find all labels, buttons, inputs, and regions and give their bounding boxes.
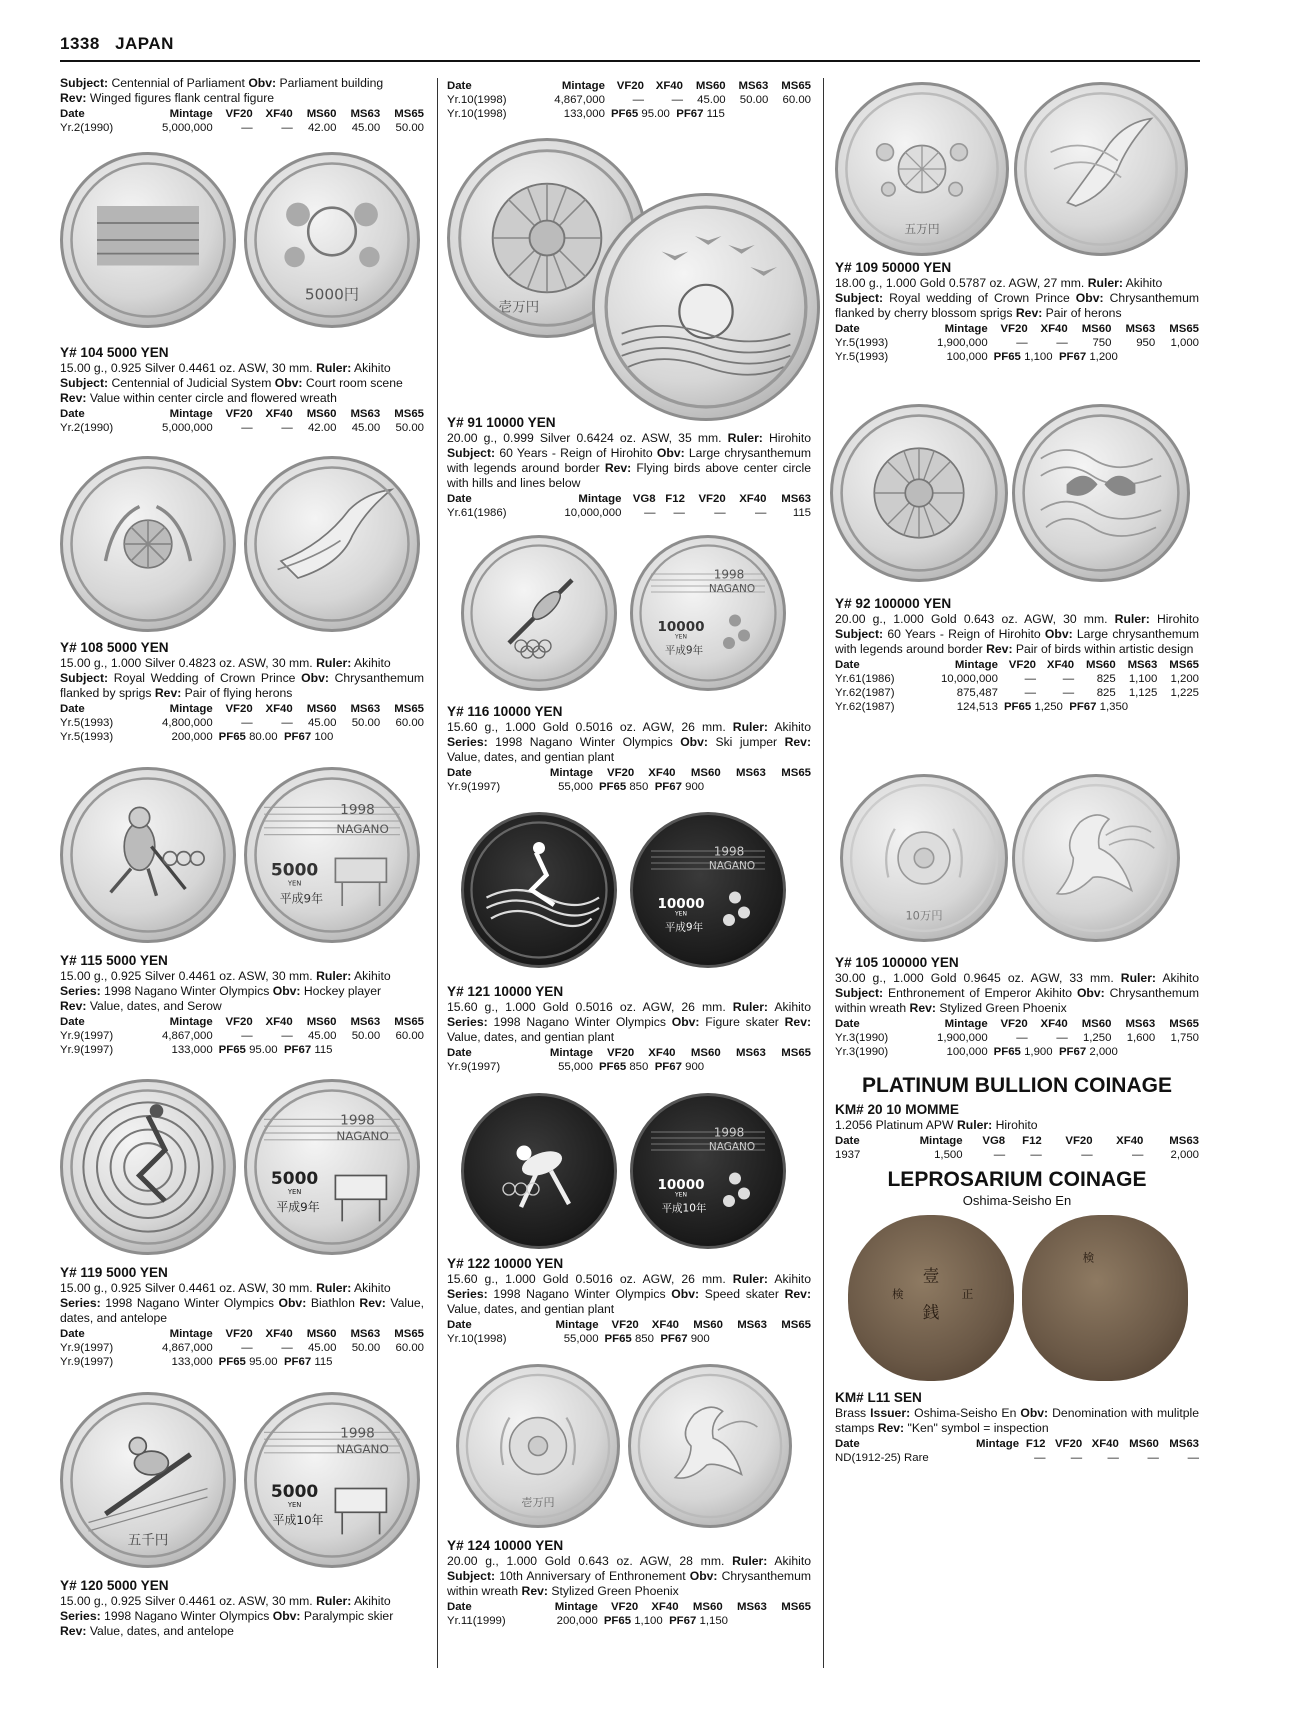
- stamp-text: 検: [891, 1287, 904, 1301]
- mintage-table: Date Mintage VG8 F12 VF20 XF40 MS63 1937 1,500 — — — — 2,000: [835, 1135, 1199, 1161]
- coin-y104-reverse: [244, 152, 420, 328]
- entry-y108: Y# 108 5000 YEN 15.00 g., 1.000 Silver 0.4823 oz. ASW, 30 mm. Ruler: Akihito Subject: Royal Wedding of Crown Prince Obv: Chrysanthemum flanked by sprigs Rev: Pair of flying herons Date Mintage VF20 XF40 MS60 MS63 MS65 Yr.5(1993) 4,800,000 — — 45.00 50.00 60.00 Yr.5(1993) 200,000 PF65 80.00 PF67 100: [60, 640, 425, 743]
- mintage-table: Date Mintage VF20 XF40 MS60 MS63 MS65 Yr.9(1997) 55,000 PF65 850 PF67 900: [447, 767, 811, 793]
- coin-nagano-text: NAGANO: [336, 1441, 389, 1456]
- mintage-table: Date Mintage VF20 XF40 MS60 MS63 MS65 Yr.9(1997) 4,867,000 — — 45.00 50.00 60.00 Yr.9(1997) 133,000 PF65 95.00 PF67 115: [60, 1016, 424, 1056]
- coin-value-text: 10000: [657, 1177, 705, 1193]
- stamp-text: 正: [961, 1287, 974, 1301]
- entry-y120-table: [447, 78, 811, 121]
- coin-y120-obverse: [60, 1392, 236, 1568]
- coin-y122-reverse: [630, 1093, 786, 1249]
- entry-kml11: KM# L11 SEN Brass Issuer: Oshima-Seisho En Obv: Denomination with mulitple stamps Rev: "Ken" symbol = inspection Date Mintage F12 VF20 XF40 MS60 MS63 ND(1912-25) Rare — — — — —: [835, 1390, 1199, 1464]
- mintage-table: Date Mintage F12 VF20 XF40 MS60 MS63 ND(1912-25) Rare — — — — —: [835, 1438, 1199, 1464]
- coin-y92-obverse: [830, 404, 1008, 582]
- header-rule: [60, 60, 1200, 62]
- coin-y115-reverse: [244, 767, 420, 943]
- coin-y109-reverse: [1014, 82, 1188, 256]
- coin-nagano-text: NAGANO: [708, 583, 756, 595]
- coin-value-text: 5000: [270, 1482, 319, 1502]
- mintage-table: Date Mintage VF20 XF40 MS60 MS63 MS65 Yr.5(1993) 4,800,000 — — 45.00 50.00 60.00 Yr.5(1993) 200,000 PF65 80.00 PF67 100: [60, 703, 424, 743]
- country-title: JAPAN: [115, 34, 174, 53]
- page-number: 1338: [60, 34, 100, 53]
- coin-y91-reverse: [592, 193, 820, 421]
- coin-value-text: 5000: [270, 860, 319, 881]
- entry-y121: Y# 121 10000 YEN 15.60 g., 1.000 Gold 0.5016 oz. AGW, 26 mm. Ruler: Akihito Series: 1998 Nagano Winter Olympics Obv: Figure skater Rev: Value, dates, and gentian plant Date Mintage VF20 XF40 MS60 MS63 MS65 Yr.9(1997) 55,000 PF65 850 PF67 900: [447, 984, 812, 1073]
- coin-kanji-text: 五千円: [127, 1532, 169, 1549]
- coin-year-text: 1998: [340, 1425, 375, 1442]
- entry-y116: Y# 116 10000 YEN 15.60 g., 1.000 Gold 0.5016 oz. AGW, 26 mm. Ruler: Akihito Series: 1998 Nagano Winter Olympics Obv: Ski jumper Rev: Value, dates, and gentian plant Date Mintage VF20 XF40 MS60 MS63 MS65 Yr.9(1997) 55,000 PF65 850 PF67 900: [447, 704, 812, 793]
- coin-yen-text: YEN: [675, 1191, 687, 1199]
- coin-kml11-obverse: [848, 1215, 1014, 1381]
- entry-km20: KM# 20 10 MOMME 1.2056 Platinum APW Ruler: Hirohito Date Mintage VG8 F12 VF20 XF40 MS63 1937 1,500 — — — — 2,000: [835, 1102, 1199, 1161]
- mintage-table: Date Mintage VF20 XF40 MS60 MS63 MS65 Yr.2(1990) 5,000,000 — — 42.00 45.00 50.00: [60, 408, 424, 434]
- entry-y109: Y# 109 50000 YEN 18.00 g., 1.000 Gold 0.5787 oz. AGW, 27 mm. Ruler: Akihito Subject: Royal wedding of Crown Prince Obv: Chrysanthemum flanked by cherry blossom sprigs Rev: Pair of herons Date Mintage VF20 XF40 MS60 MS63 MS65 Yr.5(1993) 1,900,000 — — 750 950 1,000 Yr.5(1993) 100,000 PF65 1,100 PF67 1,200: [835, 260, 1200, 363]
- coin-nagano-text: NAGANO: [336, 1128, 389, 1143]
- mintage-table: Date Mintage VF20 XF40 MS60 MS63 MS65 Yr.9(1997) 4,867,000 — — 45.00 50.00 60.00 Yr.9(1997) 133,000 PF65 95.00 PF67 115: [60, 1328, 424, 1368]
- coin-kml11-reverse: [1022, 1215, 1188, 1381]
- mintage-table: Date Mintage VG8 F12 VF20 XF40 MS63 Yr.61(1986) 10,000,000 — — — — 115: [447, 493, 811, 519]
- coin-value-text: 5000円: [304, 285, 360, 304]
- mintage-table: Date Mintage VF20 XF40 MS60 MS63 MS65 Yr.61(1986) 10,000,000 — — 825 1,100 1,200 Yr.62(1987) 875,487 — — 825 1,125 1,225 Yr.62(1987) 124,513 PF65 1,250 PF67 1,350: [835, 659, 1199, 713]
- mintage-table: Date Mintage VF20 XF40 MS60 MS63 MS65 Yr.10(1998) 55,000 PF65 850 PF67 900: [447, 1319, 811, 1345]
- coin-y92-reverse: [1012, 404, 1190, 582]
- coin-date-text: 平成10年: [272, 1513, 324, 1528]
- coin-yen-text: YEN: [287, 879, 302, 888]
- coin-y122-obverse: [461, 1093, 617, 1249]
- coin-nagano-text: NAGANO: [336, 821, 389, 836]
- coin-y108-reverse: [244, 456, 420, 632]
- mintage-table: Date Mintage VF20 XF40 MS60 MS63 MS65 Yr.9(1997) 55,000 PF65 850 PF67 900: [447, 1047, 811, 1073]
- coin-y105-obverse: [840, 774, 1008, 942]
- coin-year-text: 1998: [713, 567, 745, 582]
- entry-y91: Y# 91 10000 YEN 20.00 g., 0.999 Silver 0.6424 oz. ASW, 35 mm. Ruler: Hirohito Subject: 60 Years - Reign of Hirohito Obv: Large chrysanthemum with legends around border Rev: Flying birds above center circle with hills and lines below Date Mintage VG8 F12 VF20 XF40 MS63 Yr.61(1986) 10,000,000 — — — — 115: [447, 415, 812, 519]
- coin-year-text: 1998: [340, 1112, 375, 1129]
- coin-kanji-text: 壱万円: [521, 1496, 555, 1510]
- column-divider-1: [437, 78, 438, 1668]
- coin-kanji-text: 五万円: [904, 221, 940, 236]
- coin-date-text: 平成9年: [664, 644, 704, 657]
- coin-date-text: 平成9年: [279, 891, 324, 906]
- entry-y103: Subject: Centennial of Parliament Obv: Parliament building Rev: Winged figures flank central figure Date Mintage VF20 XF40 MS60 MS63 MS65 Yr.2(1990) 5,000,000 — — 42.00 45.00 50.00: [60, 76, 424, 134]
- coin-y115-obverse: [60, 767, 236, 943]
- coin-y104-obverse: [60, 152, 236, 328]
- coin-y119-reverse: [244, 1079, 420, 1255]
- mintage-table: Date Mintage VF20 XF40 MS60 MS63 MS65 Yr.2(1990) 5,000,000 — — 42.00 45.00 50.00: [60, 108, 424, 134]
- coin-yen-text: YEN: [287, 1501, 302, 1510]
- entry-y115: Y# 115 5000 YEN 15.00 g., 0.925 Silver 0.4461 oz. ASW, 30 mm. Ruler: Akihito Series: 1998 Nagano Winter Olympics Obv: Hockey player Rev: Value, dates, and Serow Date Mintage VF20 XF40 MS60 MS63 MS65 Yr.9(1997) 4,867,000 — — 45.00 50.00 60.00 Yr.9(1997) 133,000 PF65 95.00 PF67 115: [60, 953, 424, 1056]
- mintage-table: Date Mintage VF20 XF40 MS60 MS63 MS65 Yr.11(1999) 200,000 PF65 1,100 PF67 1,150: [447, 1601, 811, 1627]
- column-divider-2: [823, 78, 824, 1668]
- entry-y105: Y# 105 100000 YEN 30.00 g., 1.000 Gold 0.9645 oz. AGW, 33 mm. Ruler: Akihito Subject: Enthronement of Emperor Akihito Obv: Chrysanthemum within wreath Rev: Stylized Green Phoenix Date Mintage VF20 XF40 MS60 MS63 MS65 Yr.3(1990) 1,900,000 — — 1,250 1,600 1,750 Yr.3(1990) 100,000 PF65 1,900 PF67 2,000: [835, 955, 1200, 1058]
- coin-kanji-text: 10万円: [905, 908, 943, 923]
- coin-yen-text: YEN: [287, 1188, 302, 1197]
- coin-value-text: 10000: [657, 619, 705, 635]
- page-header: [60, 34, 174, 54]
- coin-nagano-text: NAGANO: [708, 1141, 756, 1153]
- coin-y121-obverse: [461, 812, 617, 968]
- entry-y124: Y# 124 10000 YEN 20.00 g., 1.000 Gold 0.643 oz. AGW, 28 mm. Ruler: Akihito Subject: 10th Anniversary of Enthronement Obv: Chrysanthemum within wreath Rev: Stylized Green Phoenix Date Mintage VF20 XF40 MS60 MS63 MS65 Yr.11(1999) 200,000 PF65 1,100 PF67 1,150: [447, 1538, 812, 1627]
- stamp-text: 銭: [922, 1302, 940, 1322]
- coin-y119-obverse: [60, 1079, 236, 1255]
- coin-yen-text: YEN: [675, 910, 687, 918]
- coin-yen-text: YEN: [675, 633, 687, 641]
- coin-y116-obverse: [461, 535, 617, 691]
- coin-y124-obverse: [456, 1364, 620, 1528]
- entry-y119: Y# 119 5000 YEN 15.00 g., 0.925 Silver 0.4461 oz. ASW, 30 mm. Ruler: Akihito Series: 1998 Nagano Winter Olympics Obv: Biathlon Rev: Value, dates, and antelope Date Mintage VF20 XF40 MS60 MS63 MS65 Yr.9(1997) 4,867,000 — — 45.00 50.00 60.00 Yr.9(1997) 133,000 PF65 95.00 PF67 115: [60, 1265, 425, 1368]
- section-heading-leprosarium: LEPROSARIUM COINAGE: [887, 1168, 1147, 1191]
- coin-y108-obverse: [60, 456, 236, 632]
- mintage-table: Date Mintage VF20 XF40 MS60 MS63 MS65 Yr.5(1993) 1,900,000 — — 750 950 1,000 Yr.5(1993) 100,000 PF65 1,100 PF67 1,200: [835, 323, 1199, 363]
- coin-y124-reverse: [628, 1364, 792, 1528]
- entry-y104: Y# 104 5000 YEN 15.00 g., 0.925 Silver 0.4461 oz. ASW, 30 mm. Ruler: Akihito Subject: Centennial of Judicial System Obv: Court room scene Rev: Value within center circle and flowered wreath Date Mintage VF20 XF40 MS60 MS63 MS65 Yr.2(1990) 5,000,000 — — 42.00 45.00 50.00: [60, 345, 424, 434]
- coin-year-text: 1998: [340, 802, 375, 819]
- coin-year-text: 1998: [713, 1125, 745, 1140]
- coin-date-text: 平成9年: [664, 921, 704, 934]
- coin-y116-reverse: [630, 535, 786, 691]
- coin-kanji-text: 壱万円: [498, 299, 540, 316]
- coin-y121-reverse: [630, 812, 786, 968]
- mintage-table: Date Mintage VF20 XF40 MS60 MS63 MS65 Yr.10(1998) 4,867,000 — — 45.00 50.00 60.00 Yr.10(1998) 133,000 PF65 95.00 PF67 115: [447, 80, 811, 120]
- coin-value-text: 5000: [270, 1169, 319, 1189]
- entry-y122: Y# 122 10000 YEN 15.60 g., 1.000 Gold 0.5016 oz. AGW, 26 mm. Ruler: Akihito Series: 1998 Nagano Winter Olympics Obv: Speed skater Rev: Value, dates, and gentian plant Date Mintage VF20 XF40 MS60 MS63 MS65 Yr.10(1998) 55,000 PF65 850 PF67 900: [447, 1256, 812, 1345]
- stamp-text: 検: [1082, 1250, 1095, 1265]
- section-subheading: Oshima-Seisho En: [962, 1193, 1072, 1208]
- coin-date-text: 平成10年: [661, 1202, 707, 1215]
- coin-date-text: 平成9年: [276, 1200, 320, 1215]
- coin-y120-reverse: [244, 1392, 420, 1568]
- section-heading-platinum: PLATINUM BULLION COINAGE: [862, 1074, 1172, 1097]
- coin-y105-reverse: [1012, 774, 1180, 942]
- coin-year-text: 1998: [713, 844, 745, 859]
- coin-value-text: 10000: [657, 896, 705, 912]
- coin-nagano-text: NAGANO: [708, 860, 756, 872]
- entry-y92: Y# 92 100000 YEN 20.00 g., 1.000 Gold 0.643 oz. AGW, 30 mm. Ruler: Hirohito Subject: 60 Years - Reign of Hirohito Obv: Large chrysanthemum with legends around border Rev: Pair of birds within artistic design Date Mintage VF20 XF40 MS60 MS63 MS65 Yr.61(1986) 10,000,000 — — 825 1,100 1,200 Yr.62(1987) 875,487 — — 825 1,125 1,225 Yr.62(1987) 124,513 PF65 1,250 PF67 1,350: [835, 596, 1200, 713]
- stamp-text: 壹: [922, 1266, 940, 1286]
- mintage-table: Date Mintage VF20 XF40 MS60 MS63 MS65 Yr.3(1990) 1,900,000 — — 1,250 1,600 1,750 Yr.3(1990) 100,000 PF65 1,900 PF67 2,000: [835, 1018, 1199, 1058]
- coin-y109-obverse: [835, 82, 1009, 256]
- entry-y120: Y# 120 5000 YEN 15.00 g., 0.925 Silver 0.4461 oz. ASW, 30 mm. Ruler: Akihito Series: 1998 Nagano Winter Olympics Obv: Paralympic skier Rev: Value, dates, and antelope: [60, 1578, 394, 1638]
